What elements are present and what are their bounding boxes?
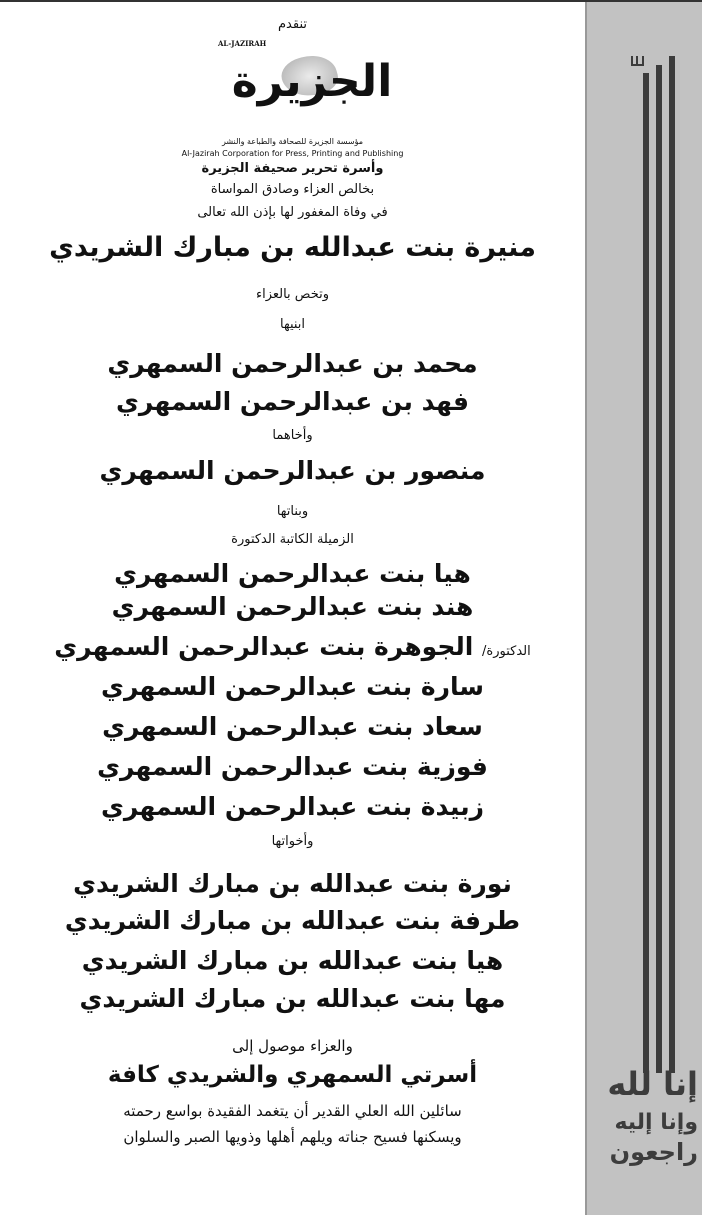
staff-text: وأسرة تحرير صحيفة الجزيرة (201, 161, 384, 176)
daughter-name: سعاد بنت عبدالرحمن السمهري (102, 712, 483, 741)
daughter-name: فوزية بنت عبدالرحمن السمهري (97, 752, 488, 781)
logo-english: AL-JAZIRAH (218, 39, 267, 48)
sister-name: هيا بنت عبدالله بن مبارك الشريدي (81, 946, 504, 975)
extended-label: والعزاء موصول إلى (232, 1037, 353, 1055)
sister-name: نورة بنت عبدالله بن مبارك الشريدي (73, 869, 512, 898)
presents-text: تنقدم (278, 17, 307, 32)
son-name: فهد بن عبدالرحمن السمهري (116, 387, 469, 416)
sisters-label: وأخواتها (271, 834, 314, 849)
prayer-line-2: ويسكنها فسيح جناته ويلهم أهلها وذويها الصبر والسلوان (123, 1128, 462, 1146)
daughters-label: وبناتها (276, 504, 309, 519)
son-name: محمد بن عبدالرحمن السمهري (107, 349, 478, 378)
side-panel (585, 2, 702, 1215)
daughter-name: الجوهرة بنت عبدالرحمن السمهري (54, 632, 474, 661)
daughter-name: هيا بنت عبدالرحمن السمهري (114, 559, 471, 588)
org-english: Al-Jazirah Corporation for Press, Printing and Publishing (181, 149, 404, 158)
sons-label: ابنيها (279, 317, 306, 332)
colleague-label: الزميلة الكاتبة الدكتورة (231, 532, 354, 547)
logo-arabic: الجزيرة (231, 56, 393, 107)
panel-line-3: راجعون (609, 1138, 698, 1166)
hamza-mark-icon (631, 56, 644, 66)
daughter-name: زبيدة بنت عبدالرحمن السمهري (101, 792, 484, 821)
sister-name: طرفة بنت عبدالله بن مبارك الشريدي (64, 906, 521, 935)
intro-line-1: بخالص العزاء وصادق المواساة (210, 182, 375, 197)
condolence-label: وتخص بالعزاء (255, 287, 330, 302)
sister-name: مها بنت عبدالله بن مبارك الشريدي (79, 984, 506, 1013)
families-text: أسرتي السمهري والشريدي كافة (107, 1062, 478, 1088)
deceased-name: منيرة بنت عبدالله بن مبارك الشريدي (49, 232, 536, 263)
vertical-stroke (656, 65, 662, 1073)
doctor-prefix: الدكتورة/ (482, 644, 531, 659)
brother-name: منصور بن عبدالرحمن السمهري (99, 456, 486, 485)
panel-line-1: إنا لله (607, 1065, 698, 1103)
org-arabic: مؤسسة الجزيرة للصحافة والطباعة والنشر (221, 137, 363, 146)
al-jazirah-logo (212, 38, 412, 135)
brother-label: وأخاهما (272, 428, 313, 443)
daughter-name: سارة بنت عبدالرحمن السمهري (101, 672, 484, 701)
vertical-stroke (669, 56, 675, 1073)
prayer-line-1: سائلين الله العلي القدير أن يتغمد الفقيدة بواسع رحمته (123, 1102, 462, 1120)
intro-line-2: في وفاة المغفور لها بإذن الله تعالى (197, 205, 388, 220)
daughter-name-doctor (0, 634, 585, 659)
daughter-name: هند بنت عبدالرحمن السمهري (111, 592, 474, 621)
vertical-stroke (643, 73, 649, 1073)
panel-line-2: وإنا إليه (614, 1110, 698, 1135)
